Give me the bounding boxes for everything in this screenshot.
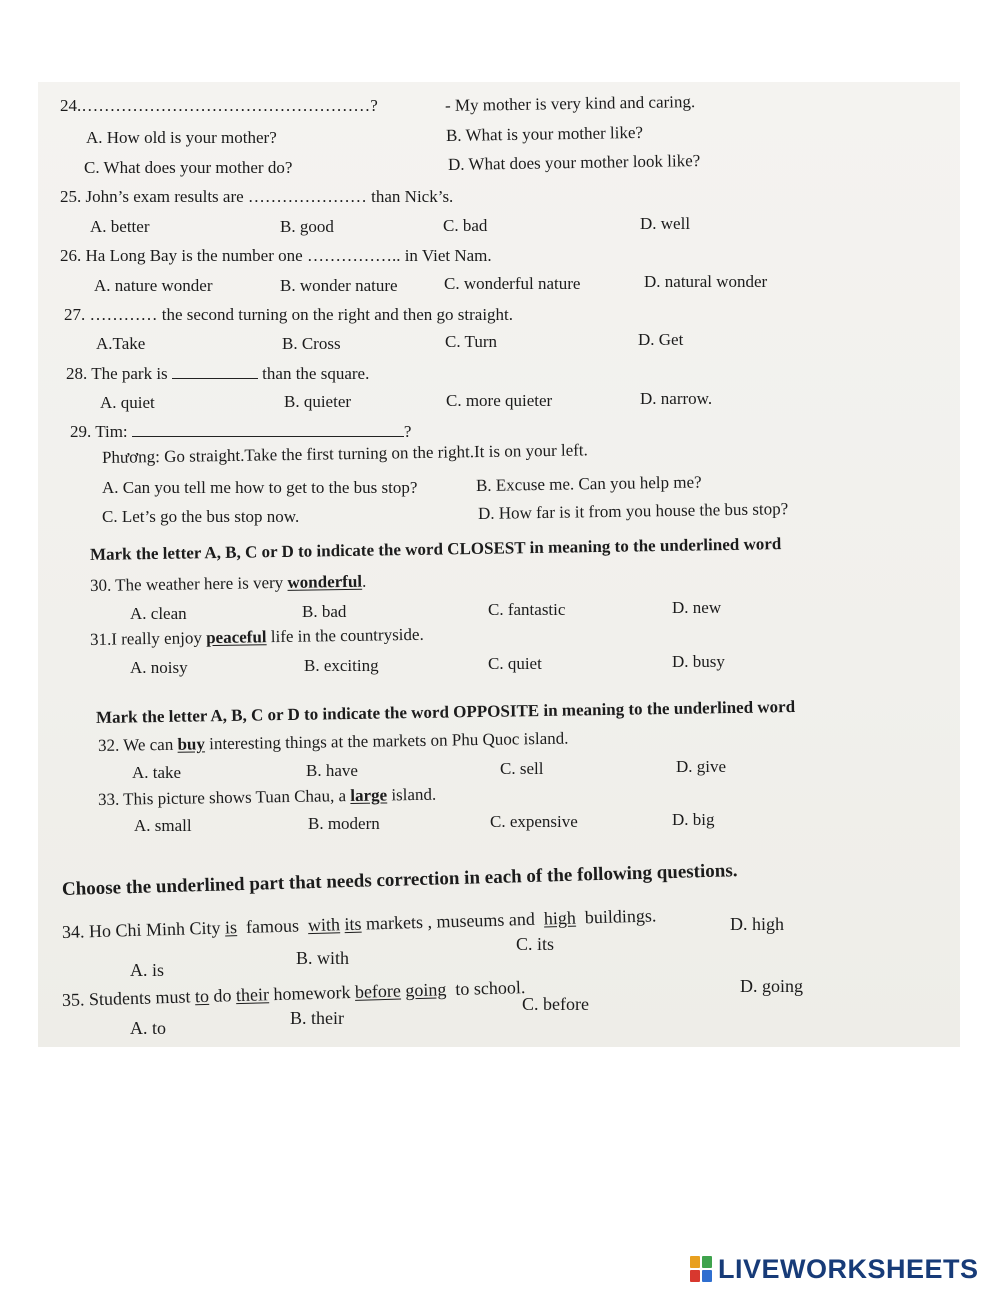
q32-option-b[interactable]: B. have xyxy=(306,761,358,780)
q25-option-b[interactable]: B. good xyxy=(280,217,334,236)
q32-option-c[interactable]: C. sell xyxy=(500,759,544,778)
q30-option-d[interactable]: D. new xyxy=(672,598,722,617)
q29-option-d[interactable]: D. How far is it from you house the bus stop? xyxy=(477,499,789,523)
q24-option-b[interactable]: B. What is your mother like? xyxy=(445,122,644,145)
q31-text: 31.I really enjoy xyxy=(89,628,203,649)
q34-text-4: buildings. xyxy=(584,905,657,928)
q28-option-d[interactable]: D. narrow. xyxy=(640,389,713,408)
q35-text-4: to school. xyxy=(455,977,526,1000)
q24-blank: ……………………………………………? xyxy=(81,96,378,115)
q29-text-end: ? xyxy=(403,422,412,441)
q26-option-a[interactable]: A. nature wonder xyxy=(94,276,213,295)
q33-text-end: island. xyxy=(391,784,437,805)
q34-option-a[interactable]: A. is xyxy=(130,960,165,980)
question-29 xyxy=(70,422,411,442)
q27-text: 27. xyxy=(64,305,86,324)
q33-option-d[interactable]: D. big xyxy=(672,810,715,829)
q32-underlined-word: buy xyxy=(177,734,206,754)
q28-text-end: than the square. xyxy=(262,364,370,383)
q25-option-a[interactable]: A. better xyxy=(90,217,150,236)
q29-dialogue: Phương: Go straight.Take the first turning on the right.It is on your left. xyxy=(101,440,588,467)
q24-option-a[interactable]: A. How old is your mother? xyxy=(86,128,277,147)
q29-option-c[interactable]: C. Let’s go the bus stop now. xyxy=(102,507,300,526)
liveworksheets-wordmark: LIVEWORKSHEETS xyxy=(718,1253,979,1284)
q31-option-a[interactable]: A. noisy xyxy=(130,658,188,677)
q34-option-c[interactable]: C. its xyxy=(516,934,555,954)
q26-text-end: in Viet Nam. xyxy=(404,246,492,265)
section-heading-opposite: Mark the letter A, B, C or D to indicate the word OPPOSITE in meaning to the underlined word xyxy=(95,697,796,727)
q34-text: 34. Ho Chi Minh City xyxy=(61,917,221,942)
q34-option-d[interactable]: D. high xyxy=(730,914,784,934)
q34-underlined-high: high xyxy=(543,907,577,929)
q30-text-end: . xyxy=(361,571,367,591)
q31-underlined-word: peaceful xyxy=(205,627,267,648)
q29-option-a[interactable]: A. Can you tell me how to get to the bus stop? xyxy=(102,478,418,497)
q35-text: 35. Students must xyxy=(61,986,191,1010)
q24-response: - My mother is very kind and caring. xyxy=(444,92,696,115)
q25-text-end: than Nick’s. xyxy=(371,187,454,206)
q35-option-c[interactable]: C. before xyxy=(522,994,589,1014)
q35-text-3: homework xyxy=(273,981,351,1005)
q35-underlined-their: their xyxy=(235,984,270,1006)
q32-text-end: interesting things at the markets on Phu Quoc island. xyxy=(209,728,569,754)
q24-number: 24. xyxy=(60,96,82,115)
q34-underlined-is: is xyxy=(224,917,238,938)
question-27 xyxy=(64,305,513,325)
q31-option-d[interactable]: D. busy xyxy=(672,652,725,671)
q31-text-end: life in the countryside. xyxy=(270,624,424,647)
q29-option-b[interactable]: B. Excuse me. Can you help me? xyxy=(475,472,702,495)
q28-blank[interactable] xyxy=(172,364,258,379)
q32-text: 32. We can xyxy=(97,734,174,755)
q24-option-d[interactable]: D. What does your mother look like? xyxy=(447,151,701,174)
q30-text: 30. The weather here is very xyxy=(89,572,284,595)
q28-option-a[interactable]: A. quiet xyxy=(100,393,155,412)
q31-option-c[interactable]: C. quiet xyxy=(488,654,542,673)
worksheet-scan xyxy=(38,82,960,1047)
q34-text-2: famous xyxy=(245,915,300,937)
liveworksheets-logo[interactable] xyxy=(690,1252,979,1286)
q32-option-a[interactable]: A. take xyxy=(132,763,182,782)
section-heading-closest: Mark the letter A, B, C or D to indicate the word CLOSEST in meaning to the underlined word xyxy=(89,534,782,564)
q33-option-b[interactable]: B. modern xyxy=(308,814,380,833)
question-24 xyxy=(60,96,378,116)
q35-underlined-going: going xyxy=(405,979,447,1001)
q29-blank[interactable] xyxy=(132,422,404,437)
q34-underlined-with: with xyxy=(307,914,341,936)
q28-text: 28. The park is xyxy=(66,364,168,383)
q30-option-b[interactable]: B. bad xyxy=(302,602,347,621)
q35-option-d[interactable]: D. going xyxy=(740,976,803,996)
q34-underlined-its: its xyxy=(344,913,362,935)
q26-blank: …………….. xyxy=(306,246,401,265)
q28-option-c[interactable]: C. more quieter xyxy=(446,391,553,410)
q27-option-c[interactable]: C. Turn xyxy=(445,332,497,351)
q31-option-b[interactable]: B. exciting xyxy=(304,656,379,675)
q35-underlined-before: before xyxy=(354,980,402,1002)
q35-option-a[interactable]: A. to xyxy=(130,1018,166,1038)
q24-option-c[interactable]: C. What does your mother do? xyxy=(84,158,293,177)
q25-blank: ………………… xyxy=(247,187,367,206)
q35-text-2: do xyxy=(213,985,232,1006)
q26-option-b[interactable]: B. wonder nature xyxy=(280,276,398,295)
q35-underlined-to: to xyxy=(194,985,210,1007)
q30-option-c[interactable]: C. fantastic xyxy=(488,600,566,619)
q27-option-a[interactable]: A.Take xyxy=(96,334,146,353)
question-28 xyxy=(66,364,369,384)
q34-option-b[interactable]: B. with xyxy=(296,948,350,968)
q28-option-b[interactable]: B. quieter xyxy=(284,392,352,411)
q33-underlined-word: large xyxy=(350,785,388,806)
q27-text-end: the second turning on the right and then go straight. xyxy=(161,305,514,324)
q26-option-c[interactable]: C. wonderful nature xyxy=(444,274,581,293)
q29-text: 29. Tim: xyxy=(70,422,128,441)
q25-text: 25. John’s exam results are xyxy=(60,187,244,206)
q33-option-c[interactable]: C. expensive xyxy=(490,812,578,831)
q30-option-a[interactable]: A. clean xyxy=(130,604,187,623)
q32-option-d[interactable]: D. give xyxy=(676,757,727,776)
q26-option-d[interactable]: D. natural wonder xyxy=(644,272,768,291)
q26-text: 26. Ha Long Bay is the number one xyxy=(60,246,303,265)
q27-option-d[interactable]: D. Get xyxy=(638,330,684,349)
q25-option-c[interactable]: C. bad xyxy=(443,216,488,235)
q27-blank: ………… xyxy=(89,305,158,324)
q35-option-b[interactable]: B. their xyxy=(290,1008,344,1028)
q25-option-d[interactable]: D. well xyxy=(640,214,691,233)
q27-option-b[interactable]: B. Cross xyxy=(282,334,341,353)
q30-underlined-word: wonderful xyxy=(287,571,363,592)
q33-text: 33. This picture shows Tuan Chau, a xyxy=(97,786,347,809)
q33-option-a[interactable]: A. small xyxy=(134,816,192,835)
liveworksheets-logo-icon xyxy=(690,1256,712,1282)
q34-text-3: markets , museums and xyxy=(365,908,536,934)
question-25 xyxy=(60,187,453,207)
section-heading-correction: Choose the underlined part that needs correction in each of the following questions. xyxy=(61,860,738,900)
question-26 xyxy=(60,246,492,266)
